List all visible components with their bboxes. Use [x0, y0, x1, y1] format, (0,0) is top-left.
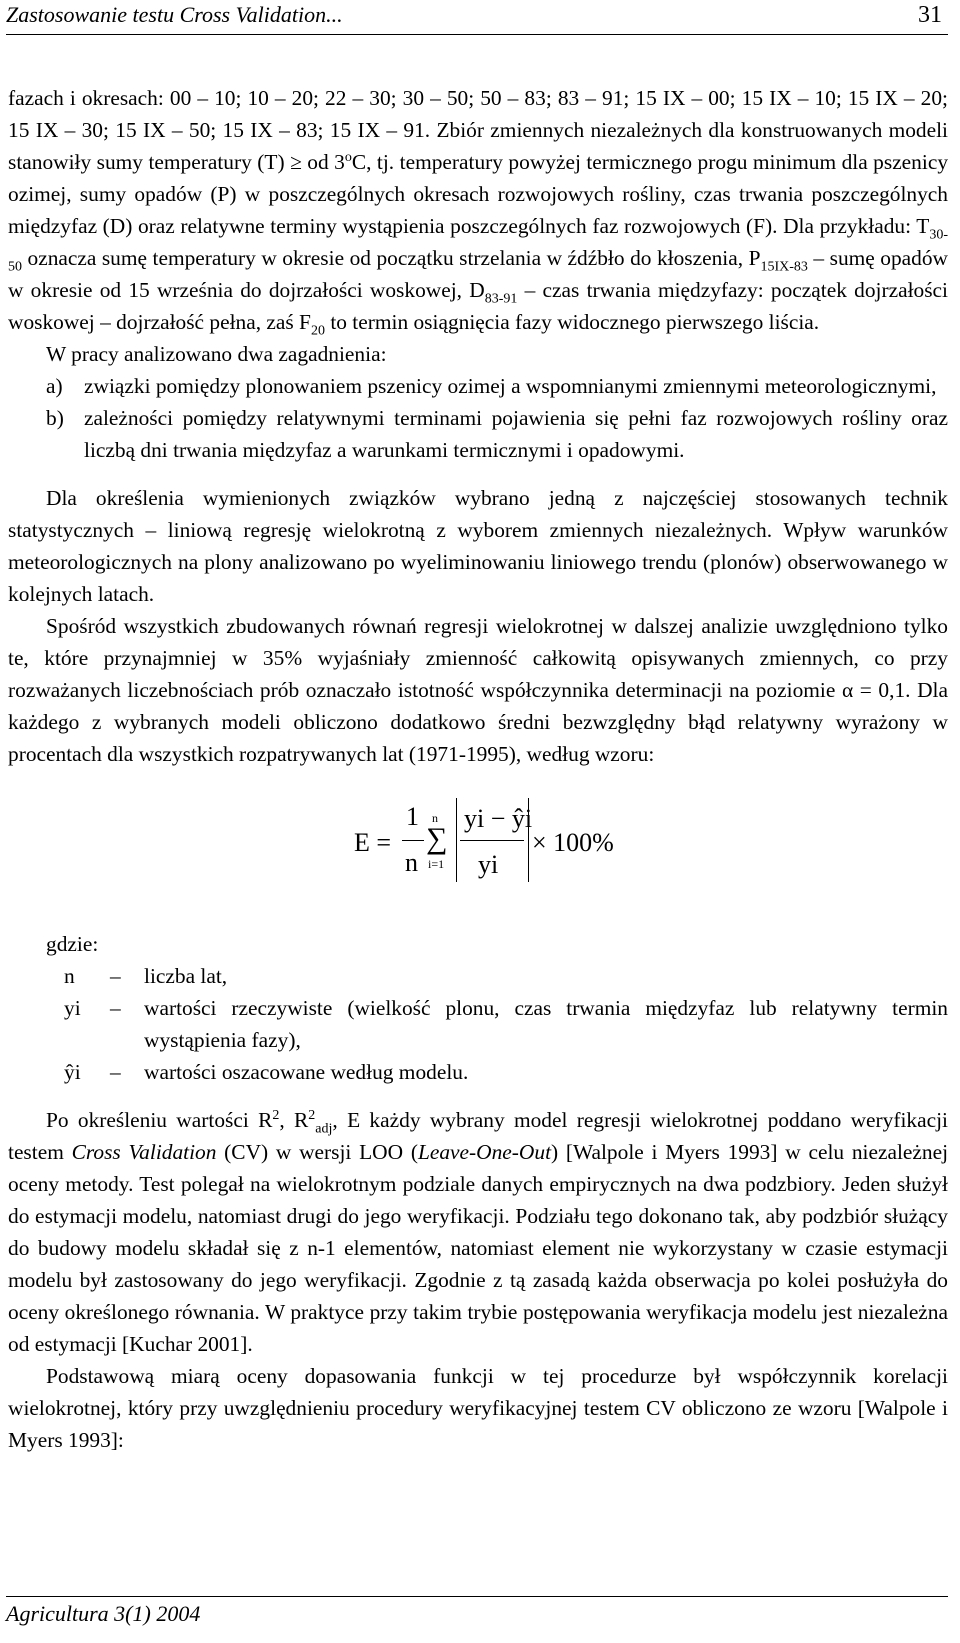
paragraph-6: Podstawową miarą oceny dopasowania funkcji w tej procedurze był współczynnik korelacji wielokrotnej, który przy uwzględnieniu procedury weryfikacyjnej testem CV obliczono ze wzoru [Walpole i Myers 1993]: [8, 1364, 948, 1452]
list-label: b) [46, 406, 64, 430]
definition-item [64, 1056, 948, 1088]
text-span: od 3 [301, 150, 345, 174]
italic-term: Cross Validation [71, 1140, 217, 1164]
paragraph-4: Spośród wszystkich zbudowanych równań regresji wielokrotnej w dalszej analizie uwzględniono tylko te, które przynajmniej w 35% wyjaśniały zmienność całkowitą opisywanych zmiennych, co przy rozważanych liczebnościach prób oznaczało istotność współczynnika determinacji na poziomie α = 0,1. Dla każdego z wybranych modeli obliczono dodatkowo średni bezwzględny błąd relatywny wyrażony w procentach dla wszystkich rozpatrywanych lat (1971-1995), według wzoru: [8, 614, 948, 766]
text-span: – sumę opadów w okresie od 15 września do dojrzałości woskowej, D [8, 246, 948, 302]
body-text [8, 82, 948, 1456]
formula-numerator: yi − ŷi [464, 804, 533, 833]
superscript: 2 [308, 1107, 316, 1123]
page-number: 31 [918, 2, 942, 28]
degree-mark: o [344, 149, 352, 165]
fraction-line [460, 840, 524, 841]
definition-item [64, 960, 948, 992]
sum-lower: i=1 [428, 857, 445, 871]
geq-symbol: ≥ [290, 150, 302, 174]
def-symbol: yi [64, 996, 81, 1020]
definitions-list [64, 960, 948, 1088]
text-span: Po określeniu wartości R [46, 1108, 273, 1132]
sum-upper: n [432, 811, 438, 825]
italic-term: Leave-One-Out [417, 1140, 552, 1164]
paragraph-2-intro: W pracy analizowano dwa zagadnienia: [46, 342, 387, 366]
text-span: oznacza sumę temperatury w okresie od początku strzelania w źdźbło do kłoszenia, P [22, 246, 761, 270]
sigma-symbol: ∑ [426, 822, 448, 855]
subscript: 83-91 [484, 291, 518, 307]
subscript: 15IX-83 [760, 259, 808, 275]
formula-denominator: yi [478, 850, 499, 879]
formula-one: 1 [406, 802, 419, 831]
superscript: 2 [272, 1107, 280, 1123]
def-dash: – [110, 1060, 121, 1084]
subscript: 30-50 [8, 227, 948, 275]
paragraph-5 [8, 1104, 948, 1360]
text-span: fazach i okresach: 00 – 10; 10 – 20; 22 – 30; 30 – 50; 50 – 83; 83 – 91; 15 IX – 00; 15 IX – 10; 15 IX – 20; 15 IX – 30; 15 IX – 50; 15 IX – 83; 15 IX – 91. Zbiór zmiennych niezależnych dla konstruowanych modeli stanowiły sumy temperatury (T) [8, 86, 948, 174]
issue-list [46, 370, 948, 466]
paragraph-3: Dla określenia wymienionych związków wybrano jedną z najczęściej stosowanych technik statystycznych – liniową regresję wielokrotną z wyborem zmiennych niezależnych. Wpływ warunków meteorologicznych na plony analizowano po wyeliminowaniu liniowego trendu (plonów) obserwowanego w kolejnych latach. [8, 486, 948, 606]
definitions-intro: gdzie: [46, 932, 99, 956]
formula-mape [8, 778, 948, 928]
text-span: – czas trwania międzyfazy: początek dojrzałości woskowej – dojrzałość pełna, zaś F [8, 278, 948, 334]
fraction-line [402, 840, 424, 841]
def-symbol: n [64, 964, 75, 988]
formula-n: n [405, 848, 418, 877]
list-item [46, 370, 948, 402]
list-text: zależności pomiędzy relatywnymi terminami pojawienia się pełni faz rozwojowych rośliny oraz liczbą dni trwania międzyfaz a warunkami termicznymi i opadowymi. [84, 406, 948, 462]
list-label: a) [46, 374, 63, 398]
def-text: wartości rzeczywiste (wielkość plonu, czas trwania międzyfaz lub relatywny termin wystąpienia fazy), [144, 996, 948, 1052]
formula-multiplier: × 100% [532, 828, 614, 857]
def-symbol: ŷi [64, 1060, 81, 1084]
abs-bar-right [528, 798, 529, 882]
def-text: wartości oszacowane według modelu. [144, 1060, 469, 1084]
text-span: , R [279, 1108, 309, 1132]
definition-item [64, 992, 948, 1056]
text-span: ) [Walpole i Myers 1993] w celu niezależnej oceny metody. Test polegał na wielokrotnym podziale danych empirycznych na dwa podzbiory. Jeden służył do estymacji modelu, natomiast drugi do jego weryfikacji. Podziału tego dokonano tak, aby podzbiór służący do budowy modelu składał się z n-1 elementów, natomiast element nie wykorzystany w czasie estymacji modelu był zastosowany do jego weryfikacji. Zgodnie z tą zasadą każda obserwacja po kolei posłużyła do oceny określonego równania. W praktyce przy takim trybie postępowania weryfikacja modelu jest niezależna od estymacji [Kuchar 2001]. [8, 1140, 949, 1356]
list-item [46, 402, 948, 466]
abs-bar-left [456, 798, 457, 882]
subscript: 20 [310, 323, 325, 339]
def-dash: – [110, 996, 121, 1020]
running-title: Zastosowanie testu Cross Validation... [6, 2, 343, 27]
subscript: adj [315, 1121, 333, 1137]
text-span: , E każdy wybrany model regresji wielokrotnej poddano weryfikacji testem [8, 1108, 948, 1164]
journal-footer: Agricultura 3(1) 2004 [6, 1596, 948, 1627]
formula-lhs: E = [354, 828, 392, 857]
paragraph-1 [8, 82, 948, 338]
text-span: to termin osiągnięcia fazy widocznego pierwszego liścia. [324, 310, 820, 334]
text-span: (CV) w wersji LOO ( [216, 1140, 418, 1164]
text-span: C, tj. temperatury powyżej termicznego progu minimum dla pszenicy ozimej, sumy opadów (P) w poszczególnych okresach rozwojowych rośliny, czas trwania poszczególnych międzyfaz (D) oraz relatywne terminy wystąpienia poszczególnych faz rozwojowych (F). Dla przykładu: T [8, 150, 949, 238]
list-text: związki pomiędzy plonowaniem pszenicy ozimej a wspomnianymi zmiennymi meteorologicznymi, [84, 374, 937, 398]
running-header [6, 0, 948, 35]
def-dash: – [110, 964, 121, 988]
def-text: liczba lat, [144, 964, 228, 988]
